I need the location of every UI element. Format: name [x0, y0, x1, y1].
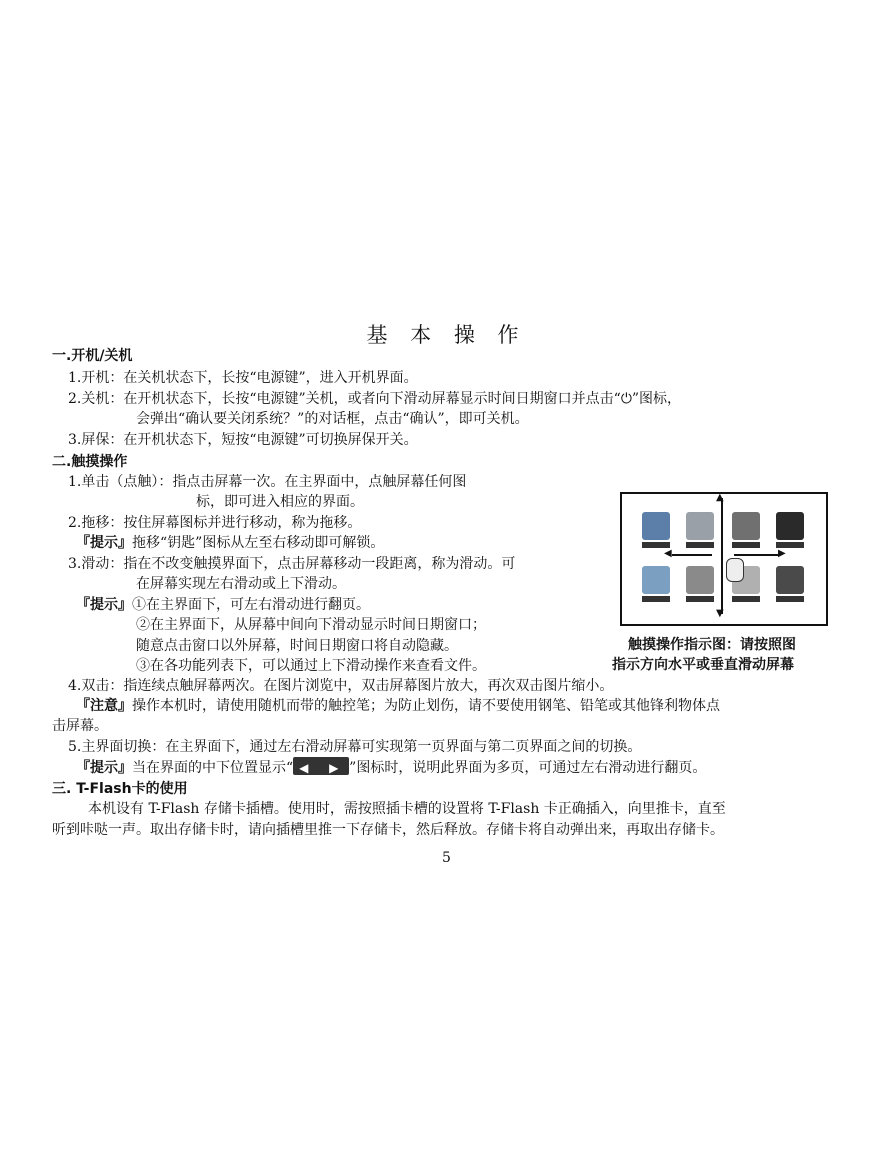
tile-label — [686, 542, 714, 548]
app-tile-icon — [776, 512, 804, 540]
tip-multipage — [76, 758, 706, 778]
app-tile-icon — [686, 512, 714, 540]
section-heading-power: 一.开机/关机 — [52, 348, 133, 364]
page-title: 基 本 操 作 — [366, 323, 527, 347]
tip-label: 『提示』 — [76, 760, 132, 776]
tip-swipe-1 — [76, 595, 370, 615]
app-tile-icon — [642, 512, 670, 540]
power-on-text: 1.开机：在关机状态下，长按“电源键”，进入开机界面。 — [68, 370, 418, 386]
app-tile-icon — [732, 512, 760, 540]
prev-arrow-icon: ◀ — [299, 761, 309, 775]
figure-caption-2: 指示方向水平或垂直滑动屏幕 — [612, 657, 794, 673]
tile-label — [686, 596, 714, 602]
note-body: 操作本机时，请使用随机而带的触控笔；为防止划伤，请不要使用钢笔、铅笔或其他锋利物体点 — [132, 698, 720, 714]
double-tap-text: 4.双击：指连续点触屏幕两次。在图片浏览中，双击屏幕图片放大，再次双击图片缩小。 — [68, 678, 614, 694]
tip-multipage-b: ”图标时，说明此界面为多页，可通过左右滑动进行翻页。 — [349, 760, 707, 776]
tile-label — [642, 596, 670, 602]
power-off-text-cont: 会弹出“确认要关闭系统？”的对话框，点击“确认”，即可关机。 — [136, 411, 529, 427]
hand-pointer-icon — [726, 558, 744, 582]
tip-swipe-3: 随意点击窗口以外屏幕，时间日期窗口将自动隐藏。 — [136, 638, 458, 654]
touch-guide-figure — [620, 492, 828, 626]
power-off-text: 2.关机：在开机状态下，长按“电源键”关机，或者向下滑动屏幕显示时间日期窗口并点击“⏻”图标， — [68, 391, 682, 407]
tap-text: 1.单击（点触）：指点击屏幕一次。在主界面中，点触屏幕任何图 — [68, 474, 467, 490]
page-number: 5 — [442, 850, 451, 866]
left-arrow-icon — [672, 554, 712, 556]
figure-caption-1: 触摸操作指示图：请按照图 — [628, 637, 796, 653]
home-switch-text: 5.主界面切换：在主界面下，通过左右滑动屏幕可实现第一页界面与第二页界面之间的切换。 — [68, 739, 642, 755]
tip-multipage-a: 当在界面的中下位置显示“ — [132, 760, 294, 776]
app-tile-icon — [642, 566, 670, 594]
tip-label: 『提示』 — [76, 535, 132, 551]
tap-text-cont: 标，即可进入相应的界面。 — [196, 494, 364, 510]
tip-swipe-1-text: ①在主界面下，可左右滑动进行翻页。 — [132, 597, 370, 613]
right-arrowhead-icon: ▶ — [778, 548, 786, 559]
vertical-arrow-icon — [721, 498, 723, 614]
swipe-text: 3.滑动：指在不改变触摸界面下，点击屏幕移动一段距离，称为滑动。可 — [68, 556, 516, 572]
tflash-para-line1: 本机设有 T-Flash 存储卡插槽。使用时，需按照插卡槽的设置将 T-Flash 卡正确插入，向里推卡，直至 — [88, 801, 726, 817]
tip-swipe-4: ③在各功能列表下，可以通过上下滑动操作来查看文件。 — [136, 658, 486, 674]
app-tile-icon — [686, 566, 714, 594]
note-label: 『注意』 — [76, 698, 132, 714]
tip-drag — [76, 533, 384, 553]
note-text-cont: 击屏幕。 — [52, 718, 108, 734]
drag-text: 2.拖移：按住屏幕图标并进行移动，称为拖移。 — [68, 515, 362, 531]
app-tile-icon — [776, 566, 804, 594]
section-heading-tflash: 三. T-Flash卡的使用 — [52, 781, 188, 797]
tile-label — [732, 542, 760, 548]
right-arrow-icon — [734, 554, 780, 556]
tip-label: 『提示』 — [76, 597, 132, 613]
swipe-text-cont: 在屏幕实现左右滑动或上下滑动。 — [136, 576, 346, 592]
left-arrowhead-icon: ◀ — [664, 548, 672, 559]
tip-drag-text: 拖移“钥匙”图标从左至右移动即可解锁。 — [132, 535, 385, 551]
up-arrowhead-icon: ▲ — [716, 492, 724, 503]
screensaver-text: 3.屏保：在开机状态下，短按“电源键”可切换屏保开关。 — [68, 432, 418, 448]
tip-swipe-2: ②在主界面下，从屏幕中间向下滑动显示时间日期窗口； — [136, 617, 486, 633]
tflash-para-line2: 听到咔哒一声。取出存储卡时，请向插槽里推一下存储卡，然后释放。存储卡将自动弹出来，再取出存储卡。 — [52, 822, 724, 838]
page-nav-arrows-icon — [293, 757, 349, 775]
tile-label — [776, 596, 804, 602]
down-arrowhead-icon: ▼ — [716, 608, 724, 619]
section-heading-touch: 二.触摸操作 — [52, 454, 128, 470]
next-arrow-icon: ▶ — [329, 761, 339, 775]
note-text — [76, 696, 720, 716]
tile-label — [732, 596, 760, 602]
